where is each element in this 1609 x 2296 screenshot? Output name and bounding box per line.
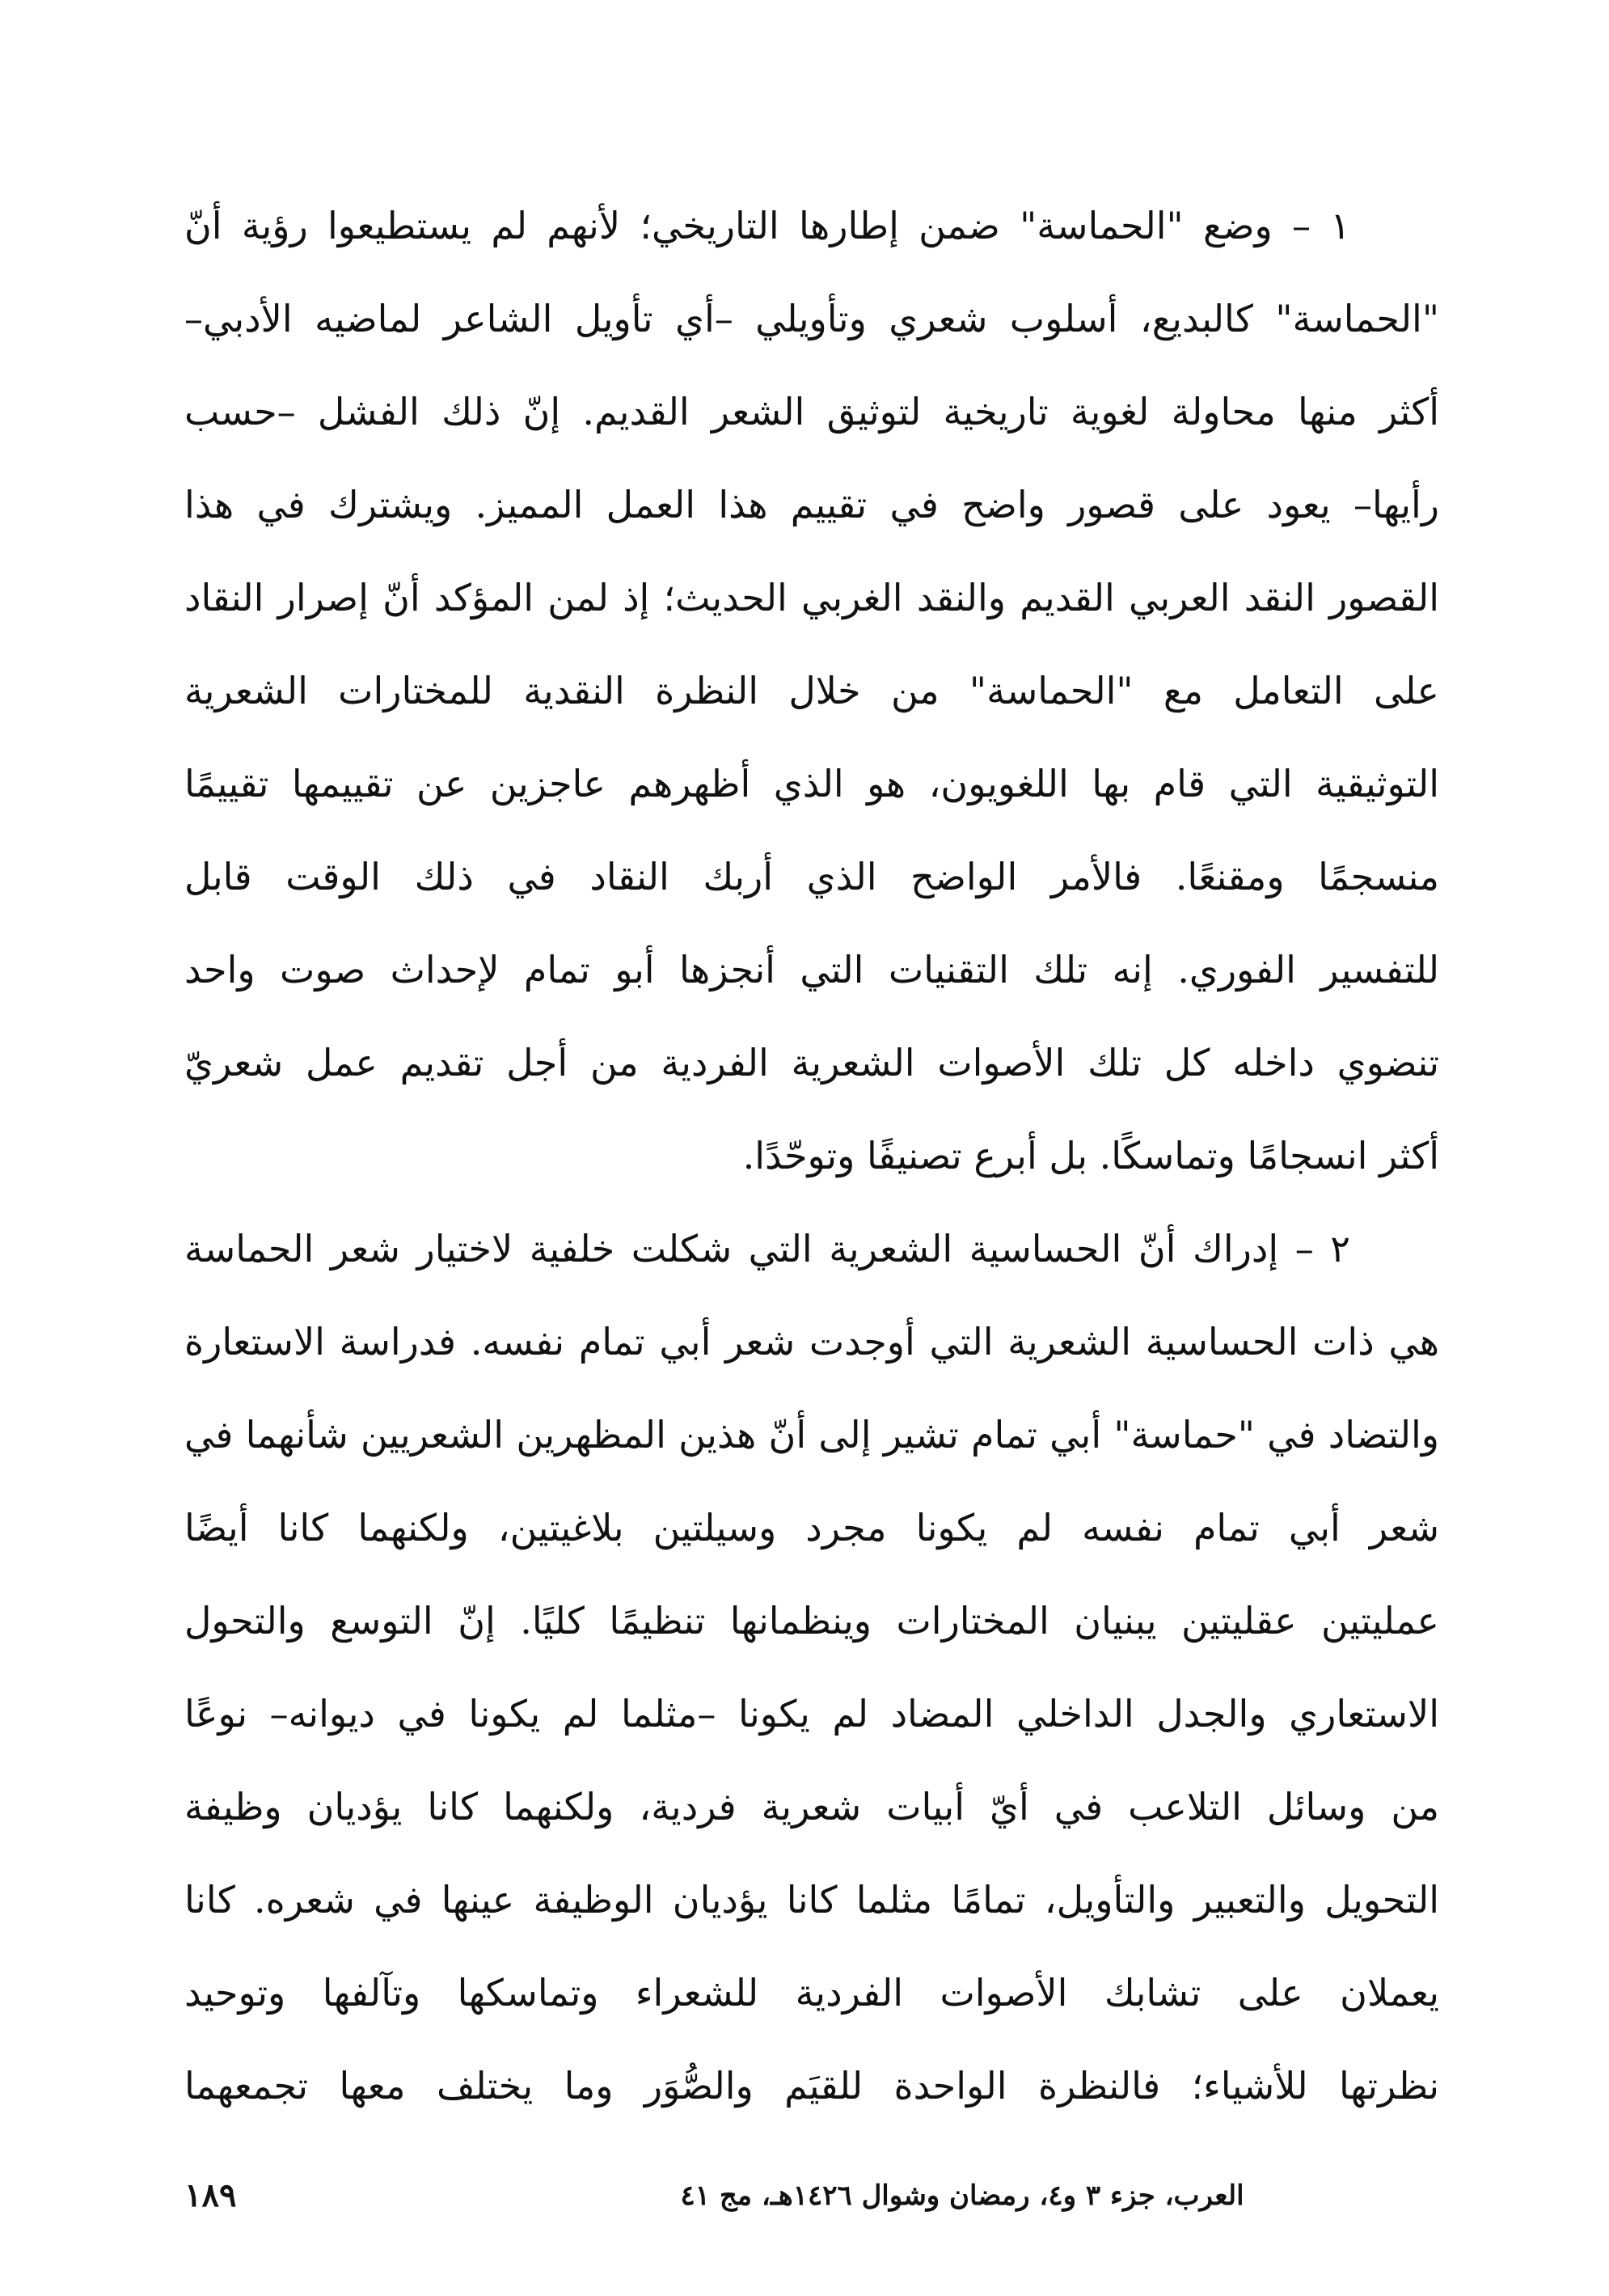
paragraph-2	[184, 1203, 1439, 2133]
text-line: للتفسير الفوري. إنه تلك التقنيات التي أنجزها أبو تمام لإحداث صوت واحد	[184, 948, 1439, 992]
text-line: من وسائل التلاعب في أيّ أبيات شعرية فردية، ولكنهما كانا يؤديان وظيفة	[184, 1785, 1439, 1829]
text-line: التحويل والتعبير والتأويل، تمامًا مثلما كانا يؤديان الوظيفة عينها في شعره. كانا	[184, 1878, 1439, 1922]
text-line: رأيها– يعود على قصور واضح في تقييم هذا العمل المميز. ويشترك في هذا	[184, 483, 1439, 526]
text-line: نظرتها للأشياء؛ فالنظرة الواحدة للقيَم والصُّوَر وما يختلف معها تجمعهما	[184, 2064, 1439, 2108]
text-line: أكثر منها محاولة لغوية تاريخية لتوثيق الشعر القديم. إنّ ذلك الفشل –حسب	[184, 390, 1439, 433]
body-text	[184, 180, 1439, 2133]
journal-citation: العرب، جزء ٣ و٤، رمضان وشوال ١٤٢٦هـ، مج ٤١	[680, 2180, 1244, 2212]
page-footer	[184, 2167, 1439, 2224]
text-line: التوثيقية التي قام بها اللغويون، هو الذي أظهرهم عاجزين عن تقييمها تقييمًا	[184, 762, 1439, 806]
text-line: عمليتين عقليتين يبنيان المختارات وينظمانها تنظيمًا كليًا. إنّ التوسع والتحول	[184, 1599, 1439, 1643]
text-line: أكثر انسجامًا وتماسكًا. بل أبرع تصنيفًا وتوحّدًا.	[742, 1134, 1439, 1178]
paragraph-1	[184, 180, 1439, 1203]
text-line: القصور النقد العربي القديم والنقد الغربي الحديث؛ إذ لمن المؤكد أنّ إصرار النقاد	[184, 576, 1439, 619]
text-line: على التعامل مع "الحماسة" من خلال النظرة النقدية للمختارات الشعرية	[184, 669, 1439, 712]
text-line: منسجمًا ومقنعًا. فالأمر الواضح الذي أربك النقاد في ذلك الوقت قابل	[184, 855, 1439, 899]
text-line: ١ – وضع "الحماسة" ضمن إطارها التاريخي؛ لأنهم لم يستطيعوا رؤية أنّ	[184, 204, 1350, 247]
text-line: والتضاد في "حماسة" أبي تمام تشير إلى أنّ هذين المظهرين الشعريين شأنهما في	[184, 1413, 1439, 1457]
text-line: "الحماسة" كالبديع، أسلوب شعري وتأويلي –أي تأويل الشاعر لماضيه الأدبي–	[184, 297, 1439, 340]
text-line: تنضوي داخله كل تلك الأصوات الشعرية الفردية من أجل تقديم عمل شعريّ	[184, 1041, 1439, 1085]
text-line: يعملان على تشابك الأصوات الفردية للشعراء وتماسكها وتآلفها وتوحيد	[184, 1971, 1439, 2015]
text-line: الاستعاري والجدل الداخلي المضاد لم يكونا –مثلما لم يكونا في ديوانه– نوعًا	[184, 1692, 1439, 1736]
text-line: شعر أبي تمام نفسه لم يكونا مجرد وسيلتين بلاغيتين، ولكنهما كانا أيضًا	[184, 1506, 1439, 1550]
text-line: هي ذات الحساسية الشعرية التي أوجدت شعر أبي تمام نفسه. فدراسة الاستعارة	[184, 1320, 1439, 1364]
text-line: ٢ – إدراك أنّ الحساسية الشعرية التي شكلت خلفية لاختيار شعر الحماسة	[184, 1227, 1350, 1271]
page-number: ١٨٩	[184, 2176, 237, 2214]
